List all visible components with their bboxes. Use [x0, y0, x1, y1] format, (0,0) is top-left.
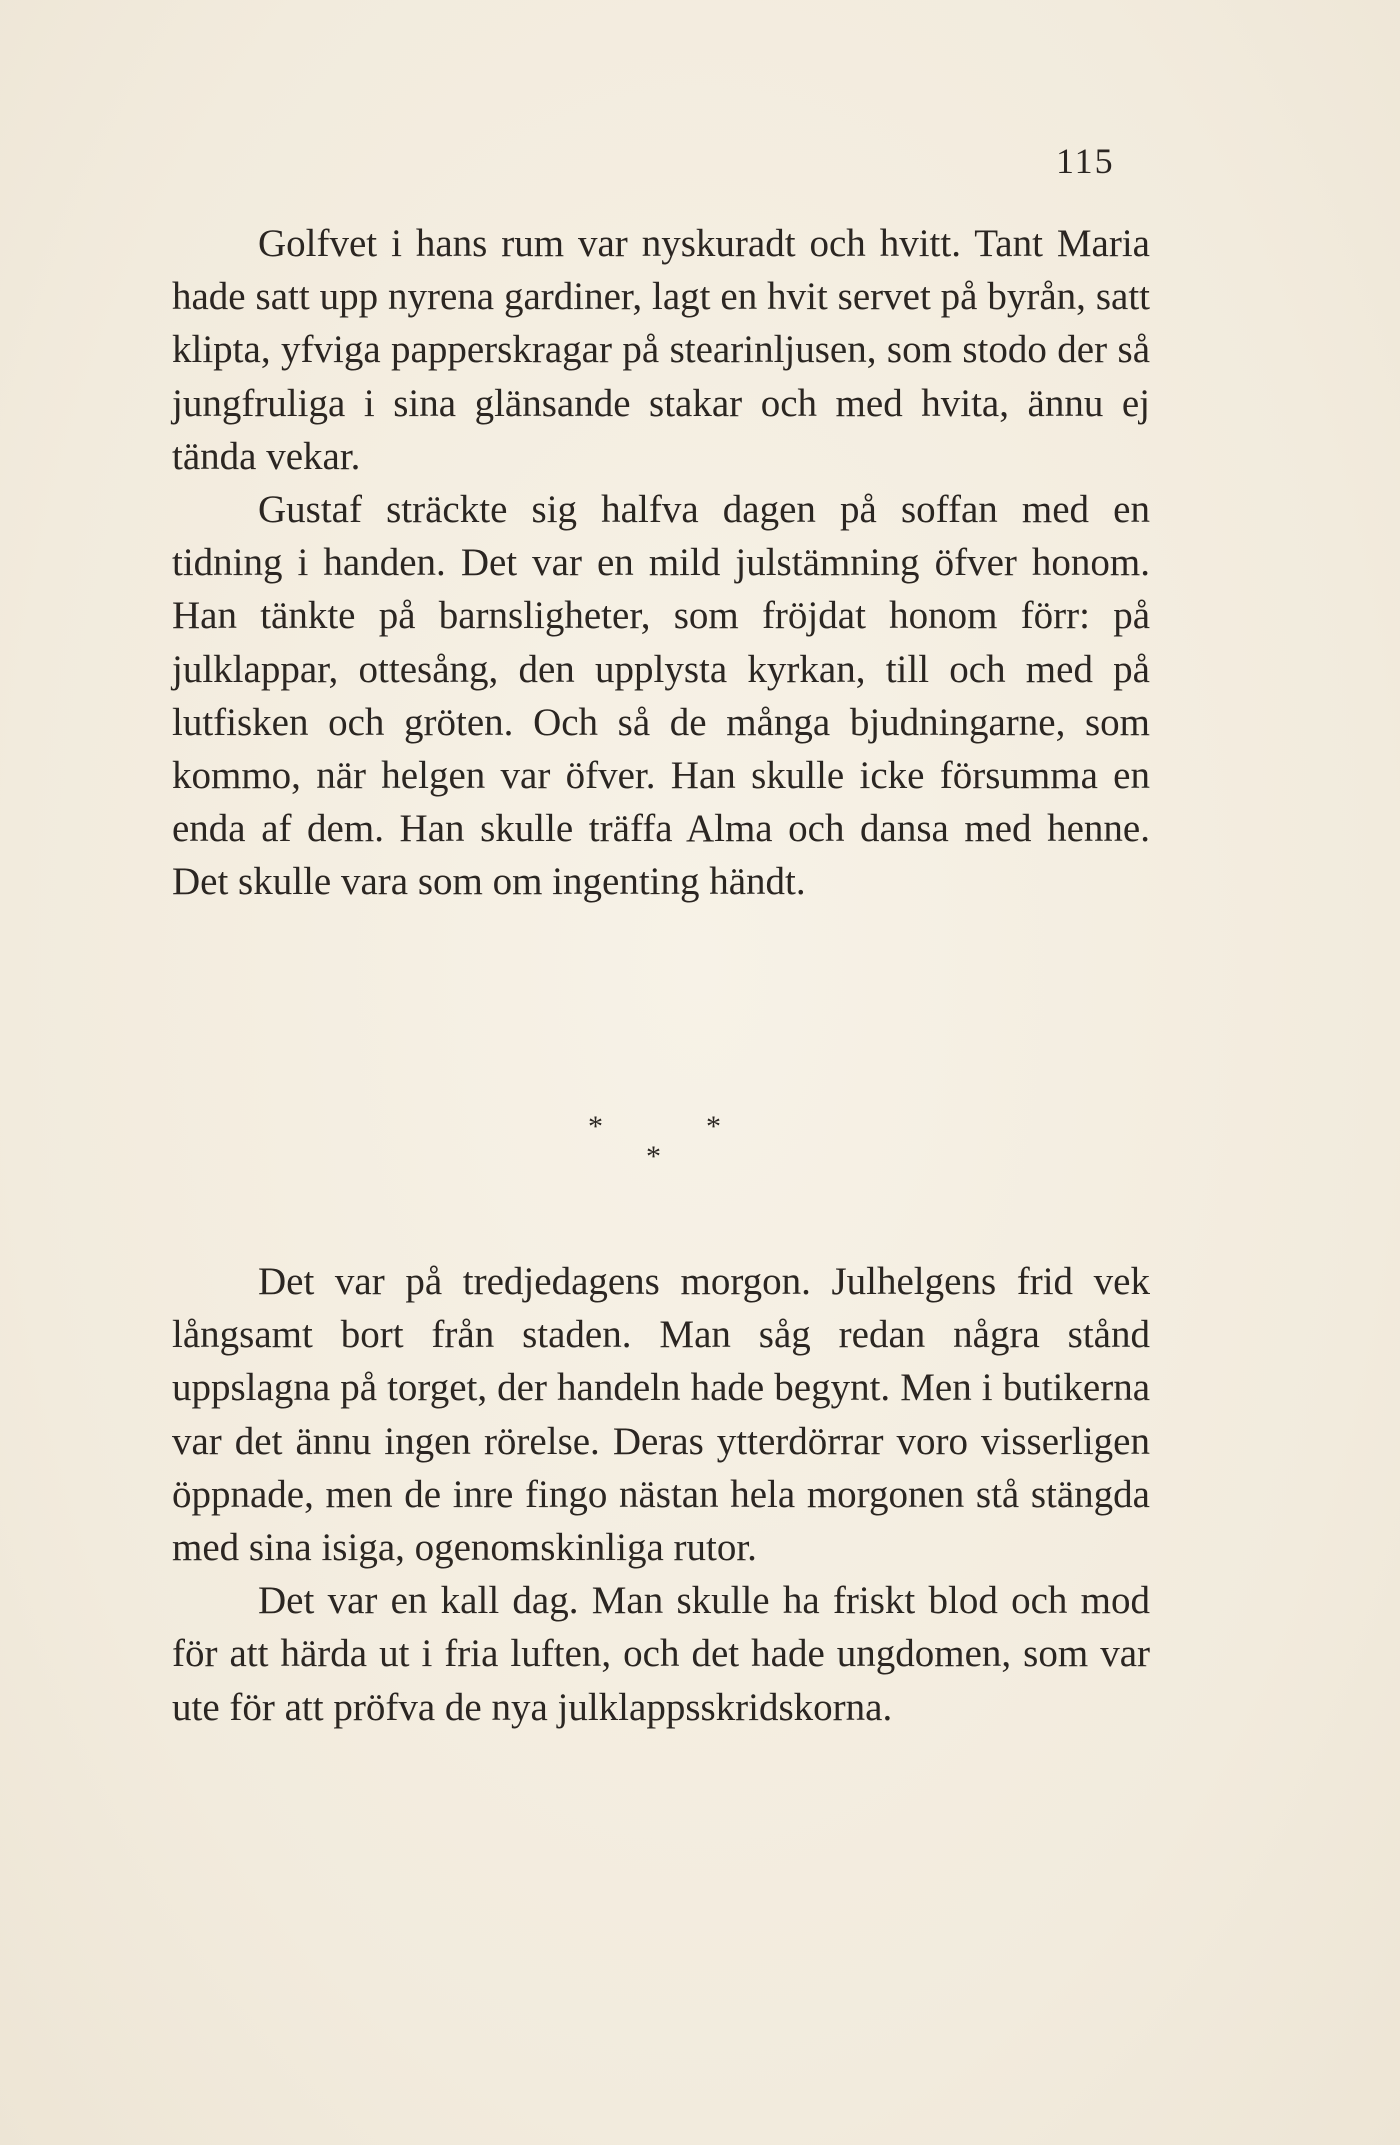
paragraph: Det var på tredjedagens morgon. Julhelgens frid vek långsamt bort från staden. Man såg redan några stånd uppslagna på torget, der handeln hade begynt. Men i butikerna var det ännu ingen rörelse. Deras ytterdörrar voro visserligen öppnade, men de inre fingo nästan hela morgonen stå stängda med sina isiga, ogenomskinliga rutor.	[172, 1260, 1150, 1570]
paragraph: Det var en kall dag. Man skulle ha friskt blod och mod för att härda ut i fria luften, och det hade ungdomen, som var ute för att pröfva de nya julklappsskridskorna.	[172, 1579, 1150, 1729]
page-number: 115	[1056, 141, 1115, 181]
section-2	[172, 1255, 1150, 1734]
asterisk: *	[706, 1110, 721, 1143]
paragraph: Golfvet i hans rum var nyskuradt och hvitt. Tant Maria hade satt upp nyrena gardiner, lagt en hvit servet på byrån, satt klipta, yfviga papperskragar på stearinljusen, som stodo der så jungfruliga i sina glänsande stakar och med hvita, ännu ej tända vekar.	[172, 222, 1150, 478]
asterisk: *	[646, 1140, 661, 1173]
section-1	[172, 217, 1150, 909]
paragraph: Gustaf sträckte sig halfva dagen på soffan med en tidning i handen. Det var en mild julstämning öfver honom. Han tänkte på barnsligheter, som fröjdat honom förr: på julklappar, ottesång, den upplysta kyrkan, till och med på lutfisken och gröten. Och så de många bjudningarne, som kommo, när helgen var öfver. Han skulle icke försumma en enda af dem. Han skulle träffa Alma och dansa med henne. Det skulle vara som om ingenting händt.	[172, 488, 1150, 904]
asterisk: *	[588, 1110, 603, 1143]
section-separator	[580, 1110, 740, 1180]
